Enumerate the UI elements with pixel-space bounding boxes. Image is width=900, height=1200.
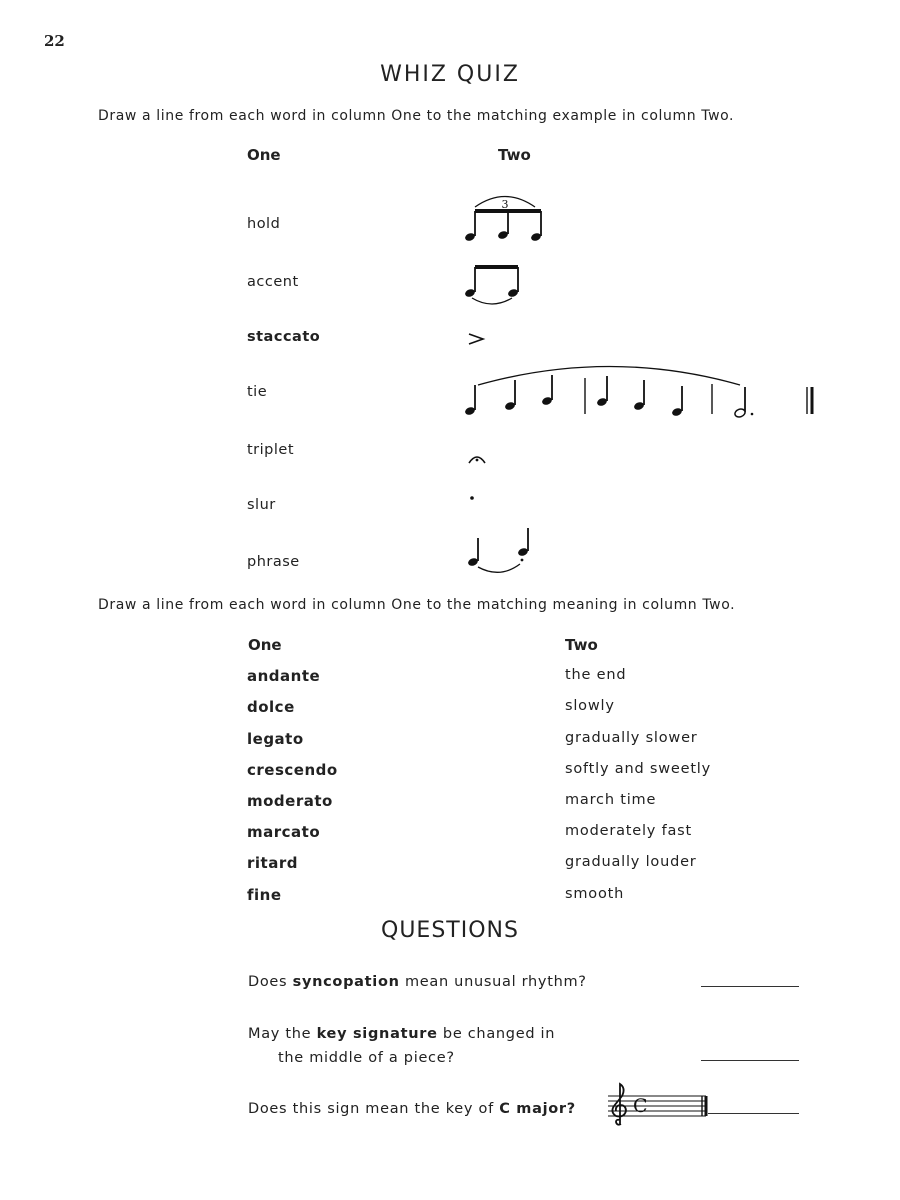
term-slur: slur	[247, 497, 276, 513]
instruction-examples: Draw a line from each word in column One to the matching example in column Two.	[98, 108, 735, 124]
meaning-gradually-louder: gradually louder	[565, 854, 697, 870]
column-two-header: Two	[498, 146, 531, 164]
phrase-example	[464, 367, 812, 419]
answer-blank-2[interactable]	[701, 1060, 799, 1061]
term-accent: accent	[247, 274, 299, 290]
term-dolce: dolce	[247, 698, 295, 716]
term-triplet: triplet	[247, 442, 295, 458]
page-title: WHIZ QUIZ	[380, 62, 520, 87]
instruction-meanings: Draw a line from each word in column One to the matching meaning in column Two.	[98, 597, 736, 613]
meaning-smooth: smooth	[565, 886, 625, 902]
meaning-march-time: march time	[565, 792, 657, 808]
fermata-example	[469, 457, 485, 463]
common-time-symbol: C	[633, 1095, 648, 1117]
treble-staff-c-time	[602, 1080, 712, 1130]
term-hold: hold	[247, 216, 281, 232]
term-legato: legato	[247, 730, 304, 748]
page-number: 22	[44, 32, 65, 50]
term-fine: fine	[247, 886, 282, 904]
term-crescendo: crescendo	[247, 761, 338, 779]
questions-title: QUESTIONS	[381, 918, 519, 943]
column-one-header-2: One	[248, 636, 282, 654]
term-phrase: phrase	[247, 554, 300, 570]
question-syncopation: Does syncopation mean unusual rhythm?	[248, 974, 587, 990]
term-tie: tie	[247, 384, 268, 400]
meaning-moderately-fast: moderately fast	[565, 823, 693, 839]
meaning-softly-and-sweetly: softly and sweetly	[565, 761, 712, 777]
triplet-example	[464, 197, 542, 243]
accent-mark	[469, 334, 483, 344]
question-c-major: Does this sign mean the key of C major?	[248, 1101, 576, 1117]
question-key-signature: May the key signature be changed in	[248, 1026, 556, 1042]
term-marcato: marcato	[247, 823, 321, 841]
answer-blank-1[interactable]	[701, 986, 799, 987]
meaning-slowly: slowly	[565, 698, 615, 714]
slur-example	[467, 528, 529, 572]
staccato-dot	[470, 496, 474, 500]
term-andante: andante	[247, 667, 321, 685]
answer-blank-3[interactable]	[708, 1113, 799, 1114]
question-key-signature-line2: the middle of a piece?	[278, 1050, 455, 1066]
term-ritard: ritard	[247, 854, 298, 872]
meaning-gradually-slower: gradually slower	[565, 730, 698, 746]
term-moderato: moderato	[247, 792, 333, 810]
term-staccato: staccato	[247, 329, 321, 345]
tie-example	[464, 267, 519, 304]
column-one-header: One	[247, 146, 281, 164]
column-two-header-2: Two	[565, 636, 598, 654]
triplet-number: 3	[501, 198, 509, 211]
meaning-the-end: the end	[565, 667, 627, 683]
treble-clef-icon	[612, 1084, 626, 1125]
